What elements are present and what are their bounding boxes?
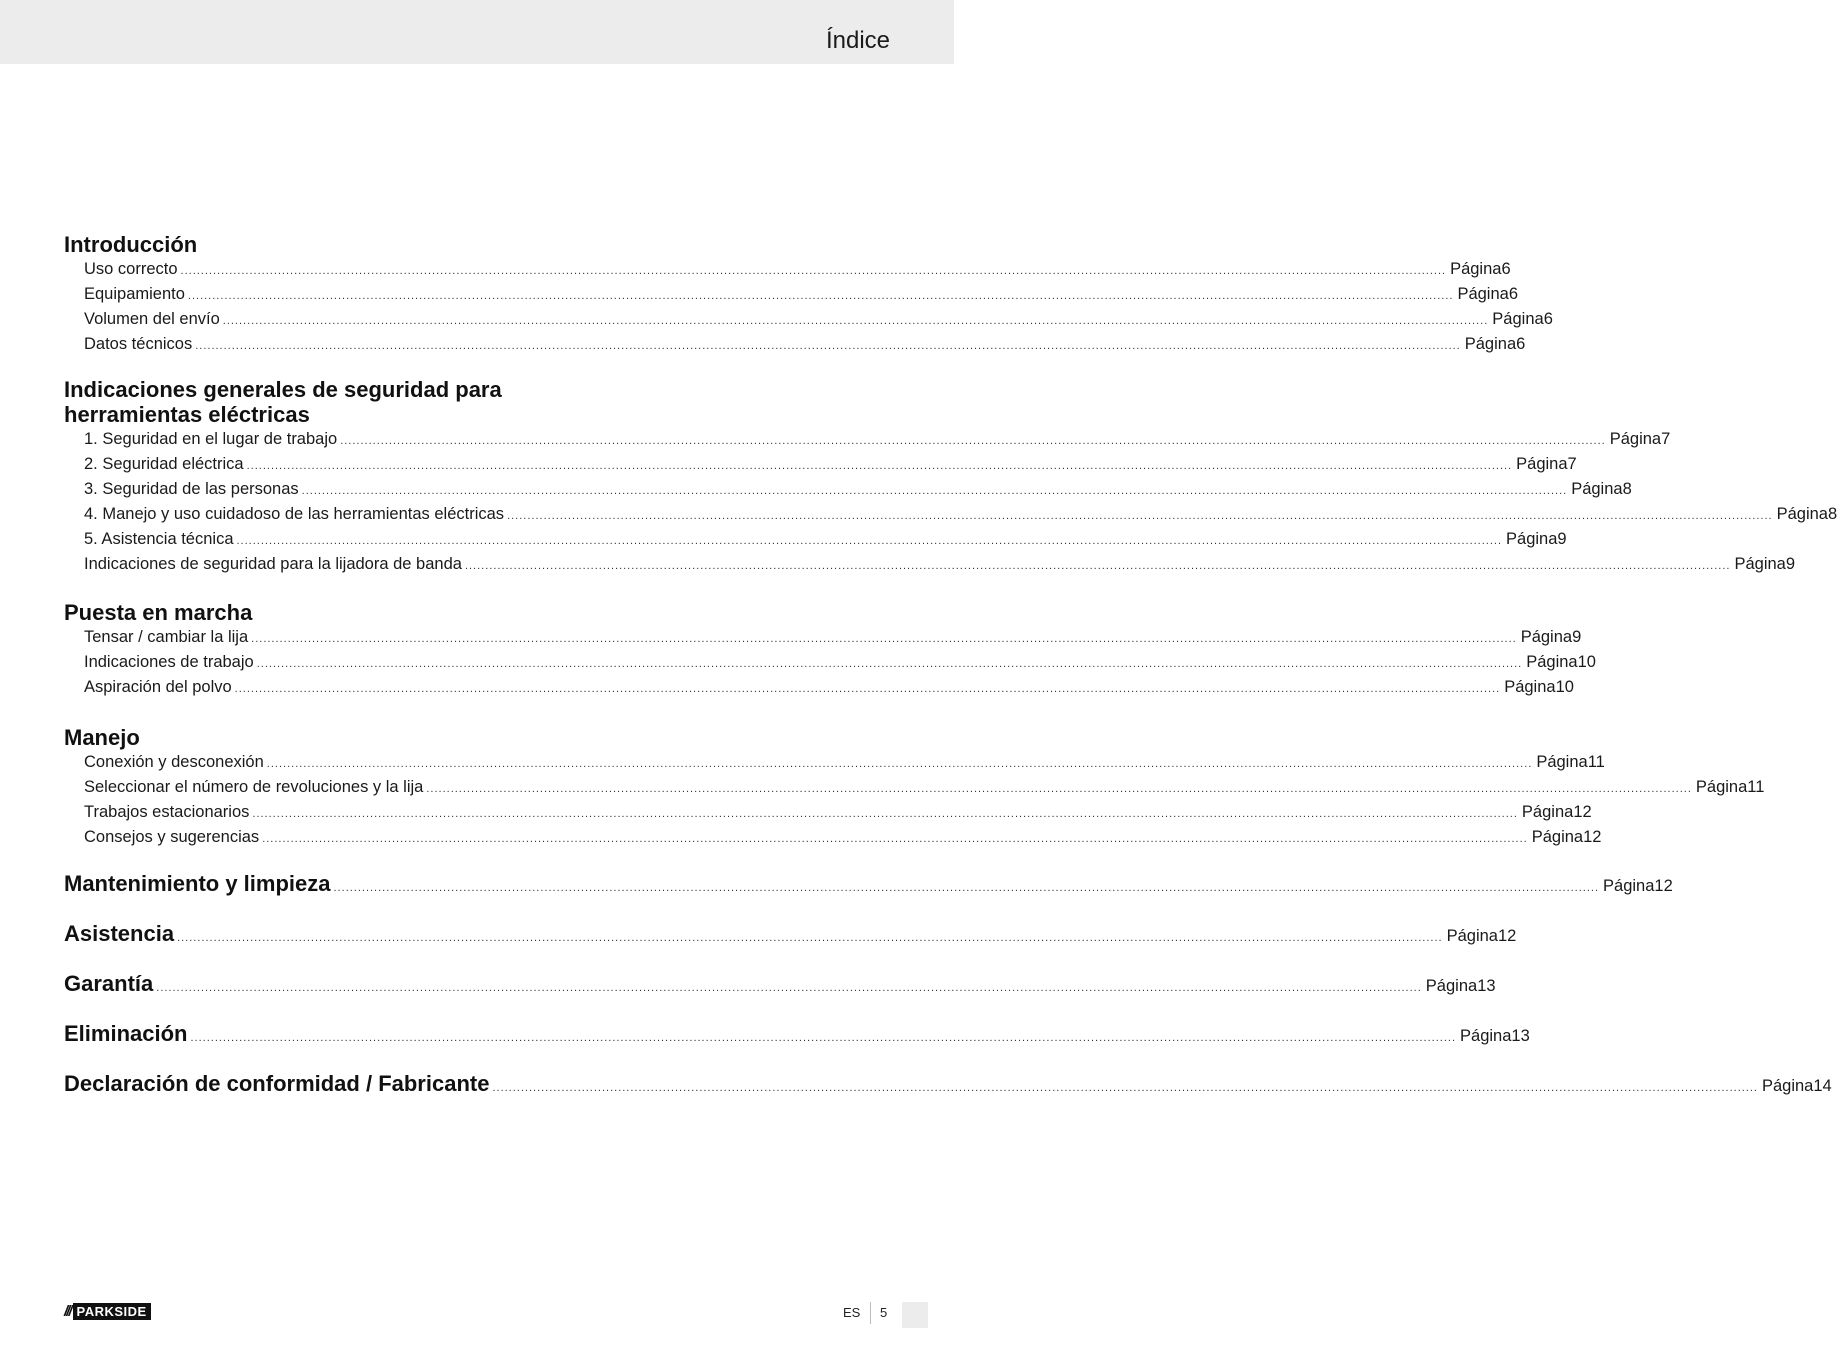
page-number: 11 xyxy=(1587,753,1605,771)
page-label: Página xyxy=(1425,977,1478,995)
toc-entry[interactable] xyxy=(64,452,1577,477)
page-label: Página xyxy=(1526,653,1578,671)
page-label: Página xyxy=(1695,778,1748,796)
toc-entry[interactable] xyxy=(64,477,1632,502)
dot-leader: ........................................................................................................................................................................................................................................................................................................................ xyxy=(246,460,1513,472)
page-number: 12 xyxy=(1583,828,1602,846)
page-label: Página xyxy=(1450,260,1502,278)
entry-text: Uso correcto xyxy=(84,260,178,278)
entry-text: 3. Seguridad de las personas xyxy=(84,480,299,498)
entry-text: Equipamiento xyxy=(84,285,185,303)
dot-leader: ........................................................................................................................................................................................................................................................................................................................ xyxy=(507,510,1773,522)
section-title-line1: Indicaciones generales de seguridad para xyxy=(64,377,502,402)
dot-leader: ........................................................................................................................................................................................................................................................................................................................ xyxy=(426,783,1692,795)
page-number: 12 xyxy=(1497,927,1517,945)
toc-section-introduccion xyxy=(64,232,1553,357)
section-title: Eliminación xyxy=(64,1021,188,1046)
entry-text: Indicaciones de trabajo xyxy=(84,653,254,671)
toc-single-eliminacion[interactable] xyxy=(64,1021,1530,1049)
toc-entry[interactable] xyxy=(64,307,1553,332)
page-label: Página xyxy=(1464,335,1517,353)
entry-text: 1. Seguridad en el lugar de trabajo xyxy=(84,430,338,448)
toc-section-seguridad xyxy=(64,377,1837,577)
logo-slashes: /// xyxy=(64,1303,71,1320)
toc-single-declaracion[interactable] xyxy=(64,1071,1832,1099)
entry-text: Indicaciones de seguridad para la lijadora de banda xyxy=(84,555,462,573)
toc-entry[interactable] xyxy=(64,427,1671,452)
page-number: 6 xyxy=(1516,335,1526,353)
dot-leader: ........................................................................................................................................................................................................................................................................................................................ xyxy=(222,315,1489,327)
page-number: 11 xyxy=(1747,778,1765,796)
entry-text: Consejos y sugerencias xyxy=(84,828,260,846)
toc-entry[interactable] xyxy=(64,750,1605,775)
page-number: 8 xyxy=(1622,480,1632,498)
dot-leader: ........................................................................................................................................................................................................................................................................................................................ xyxy=(252,808,1518,820)
page-number: 9 xyxy=(1785,555,1796,573)
dot-leader: ........................................................................................................................................................................................................................................................................................................................ xyxy=(177,932,1443,944)
page-label: Página xyxy=(1571,480,1623,498)
page-number: 6 xyxy=(1501,260,1511,278)
section-title: Puesta en marcha xyxy=(64,600,253,625)
dot-leader: ........................................................................................................................................................................................................................................................................................................................ xyxy=(236,535,1503,547)
dot-leader: ........................................................................................................................................................................................................................................................................................................................ xyxy=(190,1032,1457,1044)
page-number: 14 xyxy=(1813,1077,1832,1095)
page-label: Página xyxy=(1506,530,1558,548)
page-label: Página xyxy=(1603,877,1655,895)
dot-leader: ........................................................................................................................................................................................................................................................................................................................ xyxy=(187,290,1454,302)
entry-text: Trabajos estacionarios xyxy=(84,803,250,821)
section-title: Introducción xyxy=(64,232,198,257)
section-title-line2: herramientas eléctricas xyxy=(64,402,310,427)
toc-entry[interactable] xyxy=(64,502,1837,527)
section-title: Declaración de conformidad / Fabricante xyxy=(64,1071,490,1096)
dot-leader: ........................................................................................................................................................................................................................................................................................................................ xyxy=(266,758,1533,770)
toc-single-asistencia[interactable] xyxy=(64,921,1517,949)
dot-leader: ........................................................................................................................................................................................................................................................................................................................ xyxy=(464,560,1731,572)
toc-section-puesta-en-marcha xyxy=(64,600,1596,700)
page-number: 8 xyxy=(1827,505,1837,523)
entry-text: 5. Asistencia técnica xyxy=(84,530,234,548)
page-label: Página xyxy=(1609,430,1662,448)
page-label: Página xyxy=(1536,753,1588,771)
toc-entry[interactable] xyxy=(64,650,1596,675)
page-label: Página xyxy=(1492,310,1544,328)
page-number: 10 xyxy=(1555,678,1574,696)
header-bar xyxy=(0,0,954,64)
page-number-footer: 5 xyxy=(880,1305,888,1320)
dot-leader: ........................................................................................................................................................................................................................................................................................................................ xyxy=(234,683,1501,695)
page-title: Índice xyxy=(825,27,890,54)
page-label: Página xyxy=(1520,628,1573,646)
toc-entry[interactable] xyxy=(64,282,1519,307)
page-label: Página xyxy=(1460,1027,1512,1045)
toc-single-mantenimiento[interactable] xyxy=(64,871,1673,899)
toc-entry[interactable] xyxy=(64,332,1526,357)
section-title: Manejo xyxy=(64,725,140,750)
toc-entry[interactable] xyxy=(64,825,1602,850)
page-number: 13 xyxy=(1477,977,1496,995)
dot-leader: ........................................................................................................................................................................................................................................................................................................................ xyxy=(195,340,1461,352)
section-title: Mantenimiento y limpieza xyxy=(64,871,331,896)
dot-leader: ........................................................................................................................................................................................................................................................................................................................ xyxy=(492,1082,1758,1094)
page-label: Página xyxy=(1504,678,1556,696)
dot-leader: ........................................................................................................................................................................................................................................................................................................................ xyxy=(156,982,1422,994)
entry-text: Conexión y desconexión xyxy=(84,753,264,771)
page-number: 9 xyxy=(1572,628,1582,646)
language-code: ES xyxy=(843,1305,861,1320)
toc-entry[interactable] xyxy=(64,625,1582,650)
toc-entry[interactable] xyxy=(64,800,1592,825)
entry-text: Tensar / cambiar la lija xyxy=(84,628,249,646)
page-number: 12 xyxy=(1654,877,1673,895)
toc-entry[interactable] xyxy=(64,675,1574,700)
parkside-logo xyxy=(64,1303,151,1320)
page-label: Página xyxy=(1734,555,1786,573)
toc-entry[interactable] xyxy=(64,775,1765,800)
page-number: 7 xyxy=(1567,455,1577,473)
toc-entry[interactable] xyxy=(64,552,1796,577)
page-number: 7 xyxy=(1661,430,1671,448)
section-title: Garantía xyxy=(64,971,154,996)
page-number: 9 xyxy=(1557,530,1567,548)
dot-leader: ........................................................................................................................................................................................................................................................................................................................ xyxy=(301,485,1568,497)
page-label: Página xyxy=(1516,455,1568,473)
toc-section-manejo xyxy=(64,725,1765,850)
page-number: 13 xyxy=(1511,1027,1530,1045)
footer-tab-box xyxy=(902,1302,928,1328)
page-label: Página xyxy=(1521,803,1574,821)
entry-text: 4. Manejo y uso cuidadoso de las herramientas eléctricas xyxy=(84,505,505,523)
entry-text: Datos técnicos xyxy=(84,335,193,353)
dot-leader: ........................................................................................................................................................................................................................................................................................................................ xyxy=(333,882,1600,894)
entry-text: 2. Seguridad eléctrica xyxy=(84,455,244,473)
table-of-contents xyxy=(64,232,1837,1099)
dot-leader: ........................................................................................................................................................................................................................................................................................................................ xyxy=(251,633,1517,645)
page-number: 6 xyxy=(1543,310,1553,328)
toc-entry[interactable] xyxy=(64,527,1567,552)
dot-leader: ........................................................................................................................................................................................................................................................................................................................ xyxy=(180,265,1447,277)
page-number: 6 xyxy=(1508,285,1519,303)
entry-text: Volumen del envío xyxy=(84,310,220,328)
page-number: 10 xyxy=(1577,653,1596,671)
entry-text: Seleccionar el número de revoluciones y la lija xyxy=(84,778,424,796)
page-label: Página xyxy=(1531,828,1584,846)
dot-leader: ........................................................................................................................................................................................................................................................................................................................ xyxy=(256,658,1523,670)
page-label: Página xyxy=(1776,505,1828,523)
page-number: 12 xyxy=(1573,803,1592,821)
page-label: Página xyxy=(1761,1077,1814,1095)
toc-single-garantia[interactable] xyxy=(64,971,1496,999)
section-title: Asistencia xyxy=(64,921,175,946)
logo-text: PARKSIDE xyxy=(73,1303,151,1320)
entry-text: Aspiración del polvo xyxy=(84,678,232,696)
page-label: Página xyxy=(1457,285,1509,303)
dot-leader: ........................................................................................................................................................................................................................................................................................................................ xyxy=(340,435,1606,447)
footer-divider xyxy=(870,1302,871,1324)
dot-leader: ........................................................................................................................................................................................................................................................................................................................ xyxy=(262,833,1528,845)
toc-entry[interactable] xyxy=(64,257,1511,282)
page-label: Página xyxy=(1446,927,1498,945)
